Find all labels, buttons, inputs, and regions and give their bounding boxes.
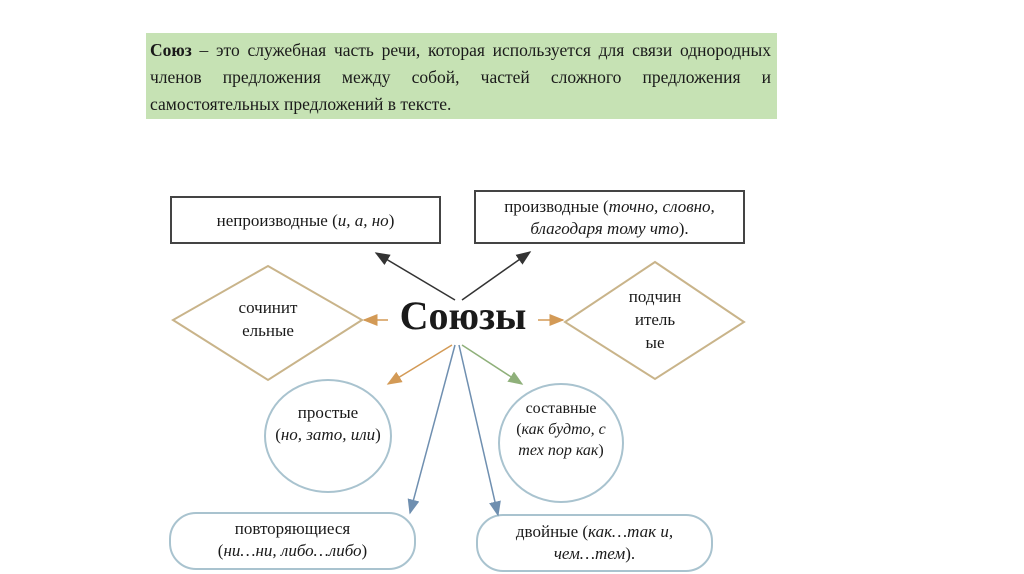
definition-text: – это служебная часть речи, которая используется для связи однородных членов предложения между собой, частей сложного предложения и самостоятельных предложений в тексте. [150, 40, 771, 114]
subordinating-label [605, 285, 705, 354]
compound-examples: как будто, с тех пор как [518, 421, 606, 459]
coordinating-label [218, 296, 318, 342]
double-text [497, 521, 692, 565]
repeating-text [180, 518, 405, 562]
nonderivative-label: непроизводные ( [216, 211, 338, 230]
repeating-open: ( [217, 541, 224, 560]
subordinating-line2: итель [634, 310, 676, 329]
arrow-to-double [459, 345, 498, 515]
simple-label: простые [297, 403, 359, 422]
nonderivative-examples: и, а, но [337, 211, 389, 230]
simple-examples: но, зато, или [280, 425, 376, 444]
double-close: ). [625, 544, 636, 563]
subordinating-line1: подчин [628, 287, 682, 306]
derivative-close: ). [678, 219, 689, 238]
compound-text [508, 398, 614, 461]
compound-open: ( [516, 421, 522, 438]
simple-text [273, 402, 383, 446]
derivative-examples: точно, словно, благодаря тому что [530, 197, 715, 238]
repeating-label: повторяющиеся [234, 519, 351, 538]
arrow-to-repeating [410, 345, 455, 513]
compound-label: составные [525, 400, 597, 417]
nonderivative-close: ) [388, 211, 395, 230]
diagram-title: Союзы [399, 293, 527, 338]
arrow-to-compound [462, 345, 522, 384]
subordinating-line3: ые [645, 333, 665, 352]
coordinating-line2: ельные [242, 321, 294, 340]
definition-term: Союз [150, 40, 192, 60]
nonderivative-box [170, 196, 441, 244]
double-label: двойные ( [515, 522, 589, 541]
simple-open: ( [275, 425, 281, 444]
compound-close: ) [598, 442, 604, 459]
double-examples: как…так и, чем…тем [553, 522, 674, 563]
repeating-examples: ни…ни, либо…либо [223, 541, 362, 560]
repeating-close: ) [361, 541, 368, 560]
derivative-label: производные ( [504, 197, 609, 216]
derivative-box [474, 190, 745, 244]
arrow-to-simple [388, 345, 452, 384]
coordinating-line1: сочинит [238, 298, 298, 317]
simple-close: ) [375, 425, 381, 444]
